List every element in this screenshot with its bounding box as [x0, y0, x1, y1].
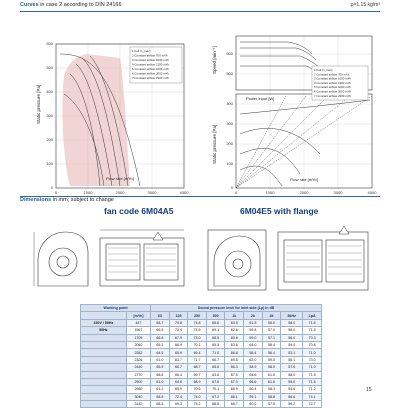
table-row [81, 319, 322, 326]
table-cell: 55.0 [281, 378, 303, 385]
table-cell: 57.0 [262, 327, 281, 334]
table-cell: 70.6 [188, 386, 207, 393]
y-tick: 200 [226, 141, 233, 146]
table-cell: 58.4 [262, 341, 281, 348]
speed-axis-label: Speed [min⁻¹] [212, 46, 217, 74]
working-point-header: Working point [81, 305, 151, 312]
table-cell: 62.6 [225, 327, 244, 334]
table-cell: 2440 [126, 364, 150, 371]
legend-entry: 2 Constant airflow 700 m³/h [132, 53, 168, 58]
x-tick: 1000 [83, 190, 93, 194]
flange-plate [208, 230, 266, 290]
y-tick: 100 [226, 161, 233, 166]
power-axis-label: Power input [W] [246, 96, 275, 101]
table-cell: 68.7 [151, 319, 170, 326]
table-cell: 73.0 [303, 356, 322, 363]
table-cell: 73.0 [188, 334, 207, 341]
x-tick: 4000 [179, 190, 189, 194]
table-cell: 71.0 [206, 349, 225, 356]
table-cell: 64.0 [244, 341, 263, 348]
speed-curve [240, 56, 318, 66]
left-operating-area [62, 54, 130, 186]
legend-entry: 3 Constant airflow 1000 m³/h [132, 58, 169, 62]
table-cell: 61.6 [262, 378, 281, 385]
table-cell: 66.7 [169, 364, 188, 371]
table-group-header [81, 305, 322, 312]
table-cell: 56.2 [281, 401, 303, 408]
side-view-motor [233, 259, 243, 269]
table-cell: 57.6 [281, 364, 303, 371]
column-header [81, 312, 127, 319]
column-header: 4k [262, 312, 281, 319]
x-tick: 2000 [299, 190, 309, 194]
table-cell: 64.6 [169, 378, 188, 385]
table-cell: 72.4 [169, 393, 188, 400]
warning-icon [339, 226, 349, 234]
legend-entry: 6 Constant airflow 2000 m³/h [132, 71, 169, 76]
table-cell: 64.5 [151, 349, 170, 356]
table-cell: 56.0 [262, 319, 281, 326]
table-cell: 68.7 [188, 364, 207, 371]
legend-entry: 1 Full (n_max) [132, 49, 151, 53]
row-label [81, 341, 127, 348]
table-cell: 60.0 [244, 401, 263, 408]
dimensions-heading [20, 197, 114, 203]
table-cell: 58.0 [281, 327, 303, 334]
table-cell: 56.6 [281, 393, 303, 400]
column-header: LpA [303, 312, 322, 319]
right-legend [312, 66, 368, 100]
table-cell: 2900 [126, 378, 150, 385]
table-cell: 69.4 [188, 349, 207, 356]
front-view-housing [100, 238, 184, 286]
row-label [81, 356, 127, 363]
table-cell: 58.8 [262, 393, 281, 400]
power-curve [240, 166, 282, 186]
table-cell: 66.5 [151, 327, 170, 334]
table-cell: 63.6 [206, 371, 225, 378]
table-cell: 63.6 [225, 341, 244, 348]
row-label: 230V / 50Hz [81, 319, 127, 326]
front-view-flange [278, 232, 368, 290]
table-cell: 66.6 [206, 319, 225, 326]
table-cell: 61.5 [244, 319, 263, 326]
curves-label: Curves [20, 2, 39, 8]
column-header: 63 [151, 312, 170, 319]
table-cell: 71.0 [303, 364, 322, 371]
left-y-ticks [46, 41, 53, 190]
legend-entry: 4 Constant airflow 1300 m³/h [132, 62, 169, 67]
table-cell: 65.9 [169, 349, 188, 356]
table-cell: 53.1 [281, 349, 303, 356]
table-cell: 68.6 [151, 371, 170, 378]
table-cell: 3040 [126, 393, 150, 400]
table-cell: 447 [126, 319, 150, 326]
table-cell: 73.4 [169, 327, 188, 334]
side-view-housing [38, 232, 88, 286]
table-cell: 56.4 [262, 349, 281, 356]
table-cell: 71.5 [303, 378, 322, 385]
column-header: 2k [244, 312, 263, 319]
side-view-impeller [49, 248, 77, 276]
dimensions-desc: in mm; subject to change [52, 197, 114, 203]
row-label [81, 364, 127, 371]
curves-desc: in case 2 according to DIN 24166 [40, 2, 122, 8]
y-tick: 200 [46, 137, 53, 142]
table-cell: 69.3 [169, 401, 188, 408]
header-rule [20, 11, 380, 12]
table-cell: 70.3 [303, 334, 322, 341]
table-cell: 68.6 [206, 401, 225, 408]
table-row [81, 349, 322, 356]
table-cell: 74.8 [188, 319, 207, 326]
right-performance-chart [200, 14, 380, 194]
table-cell: 54.6 [281, 386, 303, 393]
legend-entry: 1 Full (n_max) [314, 68, 333, 72]
y-tick: 300 [46, 113, 53, 118]
table-cell: 59.0 [244, 334, 263, 341]
table-cell: 2282 [126, 349, 150, 356]
table-cell: 59.1 [244, 393, 263, 400]
table-cell: 66.9 [169, 341, 188, 348]
table-cell: 58.9 [244, 364, 263, 371]
left-legend [130, 47, 182, 83]
row-label [81, 393, 127, 400]
warning-icon [153, 232, 163, 240]
side-view-motor [57, 256, 69, 268]
sound-pressure-header: Sound pressure level for inlet side (Lp) in dB [151, 305, 322, 312]
table-column-header [81, 312, 322, 319]
table-cell: 63.7 [169, 356, 188, 363]
column-header: 125 [169, 312, 188, 319]
table-cell: 61.2 [151, 386, 170, 393]
table-cell: 69.7 [188, 371, 207, 378]
left-y-axis-label: Static pressure [Pa] [36, 84, 41, 124]
table-cell: 61.0 [262, 371, 281, 378]
side-view-housing [214, 236, 260, 286]
row-label [81, 334, 127, 341]
table-cell: 59.0 [281, 341, 303, 348]
table-cell: 66.7 [225, 401, 244, 408]
front-view-right-wheel [144, 244, 178, 280]
table-cell: 57.1 [262, 334, 281, 341]
table-cell: 74.0 [188, 393, 207, 400]
table-cell: 65.1 [151, 341, 170, 348]
table-cell: 70.8 [169, 319, 188, 326]
table-cell: 58.3 [262, 386, 281, 393]
legend-entry: 4 Constant airflow 1300 m³/h [314, 80, 351, 85]
table-cell: 58.0 [281, 371, 303, 378]
table-cell: 60.6 [225, 334, 244, 341]
speed-curves [240, 42, 320, 76]
table-row [81, 334, 322, 341]
table-cell: 66.8 [225, 349, 244, 356]
page-number: 15 [366, 387, 372, 393]
table-cell: 64.6 [244, 371, 263, 378]
legend-entry: 6 Constant airflow 2000 m³/h [314, 89, 351, 94]
right-dimension-drawing [204, 218, 374, 298]
table-cell: 71.0 [303, 349, 322, 356]
table-cell: 2980 [126, 386, 150, 393]
table-cell: 59.5 [262, 356, 281, 363]
right-y-ticks [226, 51, 233, 190]
x-tick: 0 [54, 190, 58, 194]
legend-entry: 3 Constant airflow 1000 m³/h [314, 76, 351, 81]
x-tick: 1000 [265, 190, 275, 194]
table-cell: 66.8 [151, 334, 170, 341]
table-cell: 2770 [126, 371, 150, 378]
x-tick: 3000 [333, 190, 343, 194]
table-cell: 70.1 [188, 341, 207, 348]
row-label: 50Hz [81, 327, 127, 334]
table-cell: 2326 [126, 356, 150, 363]
table-cell: 58.0 [281, 319, 303, 326]
table-row [81, 378, 322, 385]
curves-heading [20, 2, 122, 8]
x-tick: 2000 [115, 190, 125, 194]
table-row [81, 356, 322, 363]
side-view-impeller [225, 251, 251, 277]
y-tick: 0 [230, 185, 233, 190]
y-tick: 600 [46, 41, 53, 46]
table-cell: 67.9 [169, 334, 188, 341]
table-cell: 66.7 [206, 356, 225, 363]
table-cell: 1567 [126, 327, 150, 334]
table-cell: 57.5 [262, 401, 281, 408]
column-header: 250 [188, 312, 207, 319]
right-chart-grid [236, 36, 372, 188]
left-x-axis-label: Flow rate [m³/h] [106, 176, 134, 181]
table-cell: 71.5 [303, 371, 322, 378]
table-cell: 68.5 [206, 334, 225, 341]
table-cell: 69.1 [206, 327, 225, 334]
front-view-right-wheel [326, 240, 364, 282]
legend-entry: 7 Constant airflow 2300 m³/h [132, 76, 169, 80]
table-row [81, 371, 322, 378]
row-label [81, 386, 127, 393]
table-cell: 71.5 [303, 327, 322, 334]
table-row [81, 393, 322, 400]
table-cell: 66.6 [244, 378, 263, 385]
y-tick: 300 [226, 121, 233, 126]
table-cell: 59.8 [244, 327, 263, 334]
table-cell: 1709 [126, 334, 150, 341]
table-cell: 75.2 [188, 401, 207, 408]
column-header: 8kHz [281, 312, 303, 319]
column-header: 1k [225, 312, 244, 319]
table-cell: 3142 [126, 401, 150, 408]
row-label [81, 401, 127, 408]
y-tick: 0 [50, 185, 53, 190]
row-label [81, 349, 127, 356]
table-cell: 68.5 [151, 401, 170, 408]
table-cell: 74.1 [303, 393, 322, 400]
table-cell: 67.0 [225, 378, 244, 385]
x-tick: 3000 [147, 190, 157, 194]
table-row [81, 364, 322, 371]
table-cell: 65.6 [206, 364, 225, 371]
table-row [81, 401, 322, 408]
table-cell: 71.6 [303, 319, 322, 326]
y-tick: 500 [226, 71, 233, 76]
dimensions-label: Dimensions [20, 197, 52, 203]
table-cell: 67.2 [206, 393, 225, 400]
right-x-ticks [235, 190, 377, 194]
table-cell: 62.0 [244, 356, 263, 363]
table-cell: 58.4 [244, 349, 263, 356]
table-cell: 67.5 [225, 371, 244, 378]
column-header: [m³/h] [126, 312, 150, 319]
table-cell: 68.5 [151, 393, 170, 400]
table-cell: 65.9 [169, 386, 188, 393]
y-tick: 400 [226, 101, 233, 106]
table-cell: 56.0 [281, 334, 303, 341]
speed-curve [240, 66, 320, 76]
table-cell: 55.1 [281, 356, 303, 363]
right-y-axis-label: Static pressure [Pa] [212, 124, 217, 164]
table-cell: 66.3 [225, 364, 244, 371]
row-label [81, 371, 127, 378]
density-note: ρ=1.15 kg/m³ [350, 2, 380, 8]
table-cell: 72.7 [303, 401, 322, 408]
table-cell: 63.5 [225, 319, 244, 326]
left-performance-chart [20, 14, 200, 194]
table-cell: 60.4 [244, 386, 263, 393]
row-label [81, 378, 127, 385]
sound-pressure-table [80, 304, 322, 408]
fan-code-right-title: 6M04E5 with flange [240, 206, 319, 216]
y-tick: 600 [226, 51, 233, 56]
table-cell: 58.0 [262, 364, 281, 371]
table-cell: 65.9 [151, 364, 170, 371]
y-tick: 100 [46, 161, 53, 166]
legend-entry: 7 Constant airflow 2300 m³/h [314, 93, 351, 98]
power-curve [240, 100, 370, 114]
legend-entry: 5 Constant airflow 1600 m³/h [132, 67, 169, 71]
x-tick: 4000 [367, 190, 377, 194]
table-row [81, 327, 322, 334]
table-cell: 69.5 [225, 356, 244, 363]
table-row [81, 341, 322, 348]
table-cell: 65.5 [206, 341, 225, 348]
table-cell: 66.4 [169, 371, 188, 378]
right-x-axis-label: Flow rate [m³/h] [290, 177, 318, 182]
table-cell: 70.1 [206, 386, 225, 393]
table-cell: 74.5 [188, 327, 207, 334]
table-cell: 65.9 [225, 386, 244, 393]
power-curves [240, 100, 370, 186]
y-tick: 500 [46, 65, 53, 70]
left-dimension-drawing [30, 218, 192, 298]
table-cell: 68.9 [188, 378, 207, 385]
column-header: 500 [206, 312, 225, 319]
table-cell: 71.7 [188, 356, 207, 363]
front-view-left-wheel [284, 240, 322, 282]
table-cell: 2060 [126, 341, 150, 348]
table-cell: 61.0 [151, 356, 170, 363]
table-cell: 61.0 [151, 378, 170, 385]
legend-entry: 5 Constant airflow 1600 m³/h [314, 85, 351, 90]
fan-code-left-title: fan code 6M04A5 [104, 206, 174, 216]
y-tick: 400 [46, 89, 53, 94]
table-cell: 67.6 [206, 378, 225, 385]
front-view-left-wheel [106, 244, 140, 280]
table-cell: 70.8 [303, 341, 322, 348]
legend-entry: 2 Constant airflow 700 m³/h [314, 72, 350, 77]
x-tick: 0 [234, 190, 238, 194]
table-row [81, 386, 322, 393]
table-cell: 71.2 [303, 386, 322, 393]
table-cell: 68.1 [225, 393, 244, 400]
